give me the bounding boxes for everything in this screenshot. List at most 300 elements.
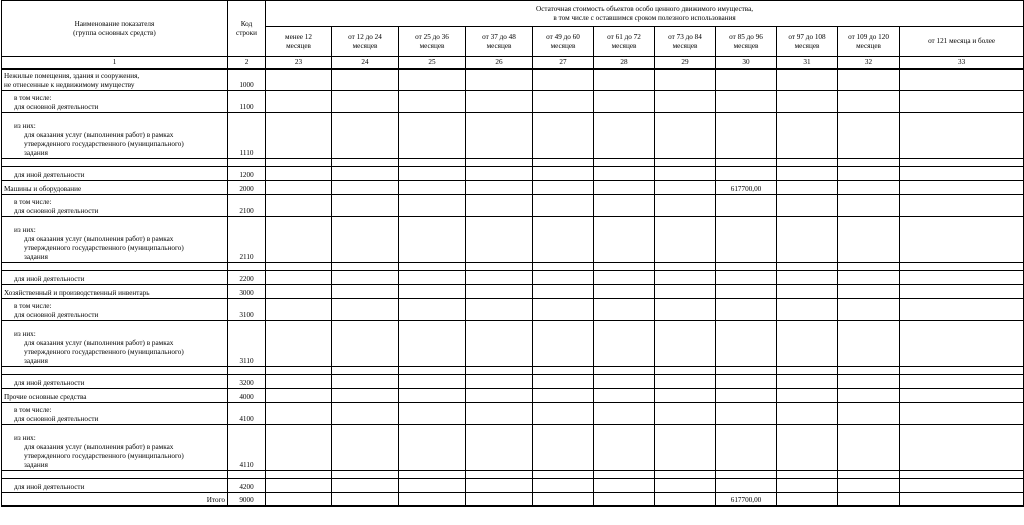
value-cell: [838, 321, 900, 367]
row-name: [2, 195, 228, 217]
header-period-10: [838, 27, 900, 57]
value-cell: [266, 271, 332, 285]
row-name-line: задания: [24, 357, 48, 365]
column-number: 26: [466, 57, 533, 69]
row-name-line: задания: [24, 461, 48, 469]
value-cell: [838, 113, 900, 159]
value-cell: [777, 271, 838, 285]
row-code: 2110: [228, 217, 266, 263]
table-row: [2, 91, 1024, 113]
value-cell: [332, 389, 399, 403]
value-cell: [838, 263, 900, 271]
column-number: 31: [777, 57, 838, 69]
value-cell: [466, 263, 533, 271]
value-cell: [399, 91, 466, 113]
column-number: 30: [716, 57, 777, 69]
total-value-cell: [466, 493, 533, 506]
value-cell: [533, 403, 594, 425]
value-cell: [900, 167, 1024, 181]
value-cell: [399, 159, 466, 167]
header-group-title: Остаточная стоимость объектов особо ценного движимого имущества, в том числе с оставшимся сроком полезного использования: [266, 1, 1024, 27]
table-row: [2, 217, 1024, 263]
value-cell: [900, 271, 1024, 285]
value-cell: [266, 159, 332, 167]
column-number: 28: [594, 57, 655, 69]
header-period-3: [399, 27, 466, 57]
value-cell: [655, 403, 716, 425]
value-cell: [266, 91, 332, 113]
value-cell: [466, 195, 533, 217]
value-cell: [655, 425, 716, 471]
value-cell: [332, 217, 399, 263]
row-name-line: в том числе:: [14, 406, 52, 414]
row-name: [2, 69, 228, 91]
total-value-cell: [655, 493, 716, 506]
value-cell: [655, 69, 716, 91]
value-cell: [716, 321, 777, 367]
value-cell: [266, 285, 332, 299]
value-cell: [655, 367, 716, 375]
value-cell: [777, 159, 838, 167]
value-cell: [466, 69, 533, 91]
value-cell: [533, 321, 594, 367]
row-name-line: для основной деятельности: [14, 415, 99, 423]
value-cell: [838, 299, 900, 321]
value-cell: [838, 159, 900, 167]
value-cell: [900, 479, 1024, 493]
value-cell: [466, 471, 533, 479]
total-value-cell: [838, 493, 900, 506]
value-cell: [332, 271, 399, 285]
column-number: 25: [399, 57, 466, 69]
value-cell: [594, 285, 655, 299]
value-cell: [332, 263, 399, 271]
value-cell: [716, 271, 777, 285]
value-cell: [900, 389, 1024, 403]
row-code: 1200: [228, 167, 266, 181]
value-cell: [777, 375, 838, 389]
value-cell: [466, 217, 533, 263]
value-cell: [332, 167, 399, 181]
header-period-9: [777, 27, 838, 57]
table-row: [2, 181, 1024, 195]
row-name-line: для иной деятельности: [14, 275, 85, 283]
table-row: [2, 159, 1024, 167]
value-cell: [466, 167, 533, 181]
value-cell: [594, 69, 655, 91]
period-label: месяцев: [419, 41, 445, 50]
value-cell: [399, 471, 466, 479]
value-cell: [900, 321, 1024, 367]
row-name-line: для основной деятельности: [14, 311, 99, 319]
value-cell: [399, 299, 466, 321]
period-label: от 49 до 60: [546, 32, 580, 41]
value-cell: [838, 367, 900, 375]
value-cell: [594, 271, 655, 285]
value-cell: [900, 69, 1024, 91]
header-period-11: [900, 27, 1024, 57]
value-cell: [777, 285, 838, 299]
value-cell: [655, 285, 716, 299]
value-cell: [332, 195, 399, 217]
value-cell: [838, 271, 900, 285]
row-name-line: утвержденного государственного (муниципального): [24, 452, 184, 460]
row-name-line: утвержденного государственного (муниципального): [24, 348, 184, 356]
value-cell: [466, 159, 533, 167]
value-cell: [655, 113, 716, 159]
row-code: 4110: [228, 425, 266, 471]
table-row: [2, 195, 1024, 217]
row-name-line: из них:: [14, 226, 36, 234]
value-cell: [838, 195, 900, 217]
column-number: 2: [228, 57, 266, 69]
header-period-2: [332, 27, 399, 57]
period-label: месяцев: [486, 41, 512, 50]
row-code: [228, 159, 266, 167]
total-value-cell: 617700,00: [716, 493, 777, 506]
row-name: [2, 217, 228, 263]
value-cell: [716, 195, 777, 217]
value-cell: [266, 471, 332, 479]
value-cell: [466, 299, 533, 321]
table-row: [2, 69, 1024, 91]
value-cell: [594, 113, 655, 159]
header-period-8: [716, 27, 777, 57]
period-label: от 109 до 120: [848, 32, 889, 41]
value-cell: [838, 285, 900, 299]
total-value-cell: [399, 493, 466, 506]
value-cell: [655, 375, 716, 389]
value-cell: [655, 389, 716, 403]
row-name-line: в том числе:: [14, 198, 52, 206]
value-cell: [594, 389, 655, 403]
row-name: [2, 263, 228, 271]
value-cell: [266, 167, 332, 181]
value-cell: [533, 375, 594, 389]
row-name-line: Хозяйственный и производственный инвентарь: [4, 289, 150, 297]
total-value-cell: [900, 493, 1024, 506]
table-row: [2, 425, 1024, 471]
period-label: месяцев: [286, 41, 311, 50]
value-cell: [838, 389, 900, 403]
row-name-line: из них:: [14, 434, 36, 442]
value-cell: [900, 263, 1024, 271]
column-number: 24: [332, 57, 399, 69]
column-number: 23: [266, 57, 332, 69]
row-name-line: утвержденного государственного (муниципального): [24, 140, 184, 148]
value-cell: [777, 167, 838, 181]
value-cell: [716, 263, 777, 271]
table-row: [2, 367, 1024, 375]
value-cell: [838, 479, 900, 493]
value-cell: [399, 195, 466, 217]
row-name: [2, 159, 228, 167]
value-cell: [777, 389, 838, 403]
value-cell: [399, 113, 466, 159]
value-cell: [399, 217, 466, 263]
row-name-line: задания: [24, 149, 48, 157]
row-name-line: из них:: [14, 330, 36, 338]
value-cell: [777, 367, 838, 375]
header-period-1: [266, 27, 332, 57]
value-cell: [838, 217, 900, 263]
row-name: [2, 167, 228, 181]
value-cell: [777, 479, 838, 493]
table-row: [2, 389, 1024, 403]
value-cell: [332, 367, 399, 375]
value-cell: [533, 167, 594, 181]
row-code: 3200: [228, 375, 266, 389]
value-cell: [466, 375, 533, 389]
total-row: [2, 493, 1024, 506]
table-body: [2, 69, 1024, 506]
row-code: 3110: [228, 321, 266, 367]
value-cell: [399, 389, 466, 403]
table-row: [2, 321, 1024, 367]
value-cell: [399, 69, 466, 91]
value-cell: [466, 321, 533, 367]
value-cell: [266, 321, 332, 367]
row-code: 2200: [228, 271, 266, 285]
row-name: [2, 299, 228, 321]
value-cell: [594, 471, 655, 479]
period-label: месяцев: [352, 41, 378, 50]
value-cell: [266, 113, 332, 159]
row-name: [2, 479, 228, 493]
row-code: 3100: [228, 299, 266, 321]
value-cell: [266, 375, 332, 389]
value-cell: [900, 375, 1024, 389]
value-cell: [266, 181, 332, 195]
row-name-line: задания: [24, 253, 48, 261]
period-label: от 85 до 96: [729, 32, 763, 41]
row-name: [2, 425, 228, 471]
table-row: [2, 285, 1024, 299]
row-code: 1100: [228, 91, 266, 113]
period-label: месяцев: [856, 41, 881, 50]
row-name-line: Машины и оборудование: [4, 185, 82, 193]
row-name: [2, 271, 228, 285]
asset-residual-value-table: [1, 0, 1024, 507]
value-cell: [838, 425, 900, 471]
value-cell: [838, 181, 900, 195]
value-cell: [266, 479, 332, 493]
header-period-7: [655, 27, 716, 57]
row-name: [2, 389, 228, 403]
value-cell: [594, 181, 655, 195]
value-cell: [266, 389, 332, 403]
row-code: [228, 263, 266, 271]
row-name: [2, 285, 228, 299]
value-cell: [777, 471, 838, 479]
value-cell: [838, 375, 900, 389]
value-cell: [533, 389, 594, 403]
period-label: от 73 до 84: [668, 32, 702, 41]
row-code: 1000: [228, 69, 266, 91]
value-cell: [655, 479, 716, 493]
value-cell: [716, 375, 777, 389]
value-cell: [594, 403, 655, 425]
row-name: [2, 91, 228, 113]
value-cell: [466, 271, 533, 285]
table-row: [2, 479, 1024, 493]
value-cell: [655, 321, 716, 367]
row-name: [2, 113, 228, 159]
row-code: [228, 471, 266, 479]
table-row: [2, 471, 1024, 479]
value-cell: [466, 113, 533, 159]
value-cell: [716, 299, 777, 321]
value-cell: [900, 113, 1024, 159]
value-cell: [900, 471, 1024, 479]
value-cell: [266, 425, 332, 471]
value-cell: [594, 263, 655, 271]
value-cell: [594, 367, 655, 375]
row-name: [2, 181, 228, 195]
value-cell: [332, 403, 399, 425]
value-cell: [594, 479, 655, 493]
value-cell: [594, 217, 655, 263]
value-cell: [900, 367, 1024, 375]
column-number: 29: [655, 57, 716, 69]
row-code: 4200: [228, 479, 266, 493]
value-cell: [594, 299, 655, 321]
value-cell: [533, 271, 594, 285]
value-cell: [533, 367, 594, 375]
header-period-5: [533, 27, 594, 57]
value-cell: [466, 389, 533, 403]
value-cell: [466, 91, 533, 113]
row-name: [2, 471, 228, 479]
row-name: [2, 321, 228, 367]
value-cell: [266, 299, 332, 321]
value-cell: [716, 403, 777, 425]
value-cell: [594, 425, 655, 471]
value-cell: [655, 181, 716, 195]
value-cell: [533, 159, 594, 167]
value-cell: [655, 167, 716, 181]
column-number: 33: [900, 57, 1024, 69]
period-label: менее 12: [285, 32, 312, 41]
header-row-code: Код строки: [228, 1, 266, 57]
value-cell: [716, 425, 777, 471]
value-cell: [900, 425, 1024, 471]
value-cell: [655, 271, 716, 285]
column-number: 1: [2, 57, 228, 69]
row-code: 2100: [228, 195, 266, 217]
table-row: [2, 403, 1024, 425]
value-cell: [399, 321, 466, 367]
total-value-cell: [266, 493, 332, 506]
value-cell: [777, 403, 838, 425]
value-cell: [533, 69, 594, 91]
value-cell: [655, 159, 716, 167]
total-value-cell: [777, 493, 838, 506]
row-name-line: из них:: [14, 122, 36, 130]
value-cell: [655, 91, 716, 113]
value-cell: [266, 195, 332, 217]
value-cell: [594, 159, 655, 167]
table-row: [2, 299, 1024, 321]
total-value-cell: [594, 493, 655, 506]
row-name-line: не отнесенные к недвижимому имуществу: [4, 81, 135, 89]
value-cell: [533, 195, 594, 217]
value-cell: [716, 217, 777, 263]
value-cell: [716, 367, 777, 375]
value-cell: [594, 167, 655, 181]
table-header: [2, 1, 1024, 69]
row-name-line: для основной деятельности: [14, 207, 99, 215]
value-cell: [838, 91, 900, 113]
value-cell: [266, 263, 332, 271]
value-cell: [533, 299, 594, 321]
value-cell: [838, 471, 900, 479]
value-cell: [900, 181, 1024, 195]
value-cell: [900, 285, 1024, 299]
row-code: 4000: [228, 389, 266, 403]
value-cell: [900, 195, 1024, 217]
value-cell: [332, 471, 399, 479]
value-cell: [777, 181, 838, 195]
value-cell: [399, 403, 466, 425]
value-cell: [332, 113, 399, 159]
row-name-line: в том числе:: [14, 302, 52, 310]
value-cell: [332, 181, 399, 195]
value-cell: [533, 425, 594, 471]
period-label: месяцев: [611, 41, 637, 50]
value-cell: [533, 479, 594, 493]
header-indicator-name: Наименование показателя (группа основных средств): [2, 1, 228, 57]
value-cell: [399, 285, 466, 299]
row-name-line: Нежилые помещения, здания и сооружения,: [4, 72, 140, 80]
value-cell: [716, 389, 777, 403]
value-cell: [332, 299, 399, 321]
value-cell: [838, 167, 900, 181]
value-cell: [838, 403, 900, 425]
period-label: месяцев: [550, 41, 576, 50]
value-cell: [777, 195, 838, 217]
table-row: [2, 113, 1024, 159]
value-cell: [533, 91, 594, 113]
value-cell: [716, 113, 777, 159]
row-code: 4100: [228, 403, 266, 425]
table-row: [2, 271, 1024, 285]
value-cell: [332, 159, 399, 167]
table-row: [2, 375, 1024, 389]
row-name: [2, 367, 228, 375]
row-code: 1110: [228, 113, 266, 159]
column-number: 27: [533, 57, 594, 69]
value-cell: [332, 69, 399, 91]
value-cell: [777, 69, 838, 91]
row-name-line: для иной деятельности: [14, 483, 85, 491]
value-cell: [777, 217, 838, 263]
value-cell: [332, 425, 399, 471]
total-code: 9000: [228, 493, 266, 506]
value-cell: [466, 425, 533, 471]
value-cell: [466, 403, 533, 425]
value-cell: [900, 299, 1024, 321]
value-cell: [266, 69, 332, 91]
value-cell: [533, 285, 594, 299]
value-cell: [466, 479, 533, 493]
total-value-cell: [332, 493, 399, 506]
value-cell: [399, 375, 466, 389]
table-row: [2, 167, 1024, 181]
row-name: [2, 403, 228, 425]
value-cell: [594, 195, 655, 217]
row-name-line: утвержденного государственного (муниципального): [24, 244, 184, 252]
